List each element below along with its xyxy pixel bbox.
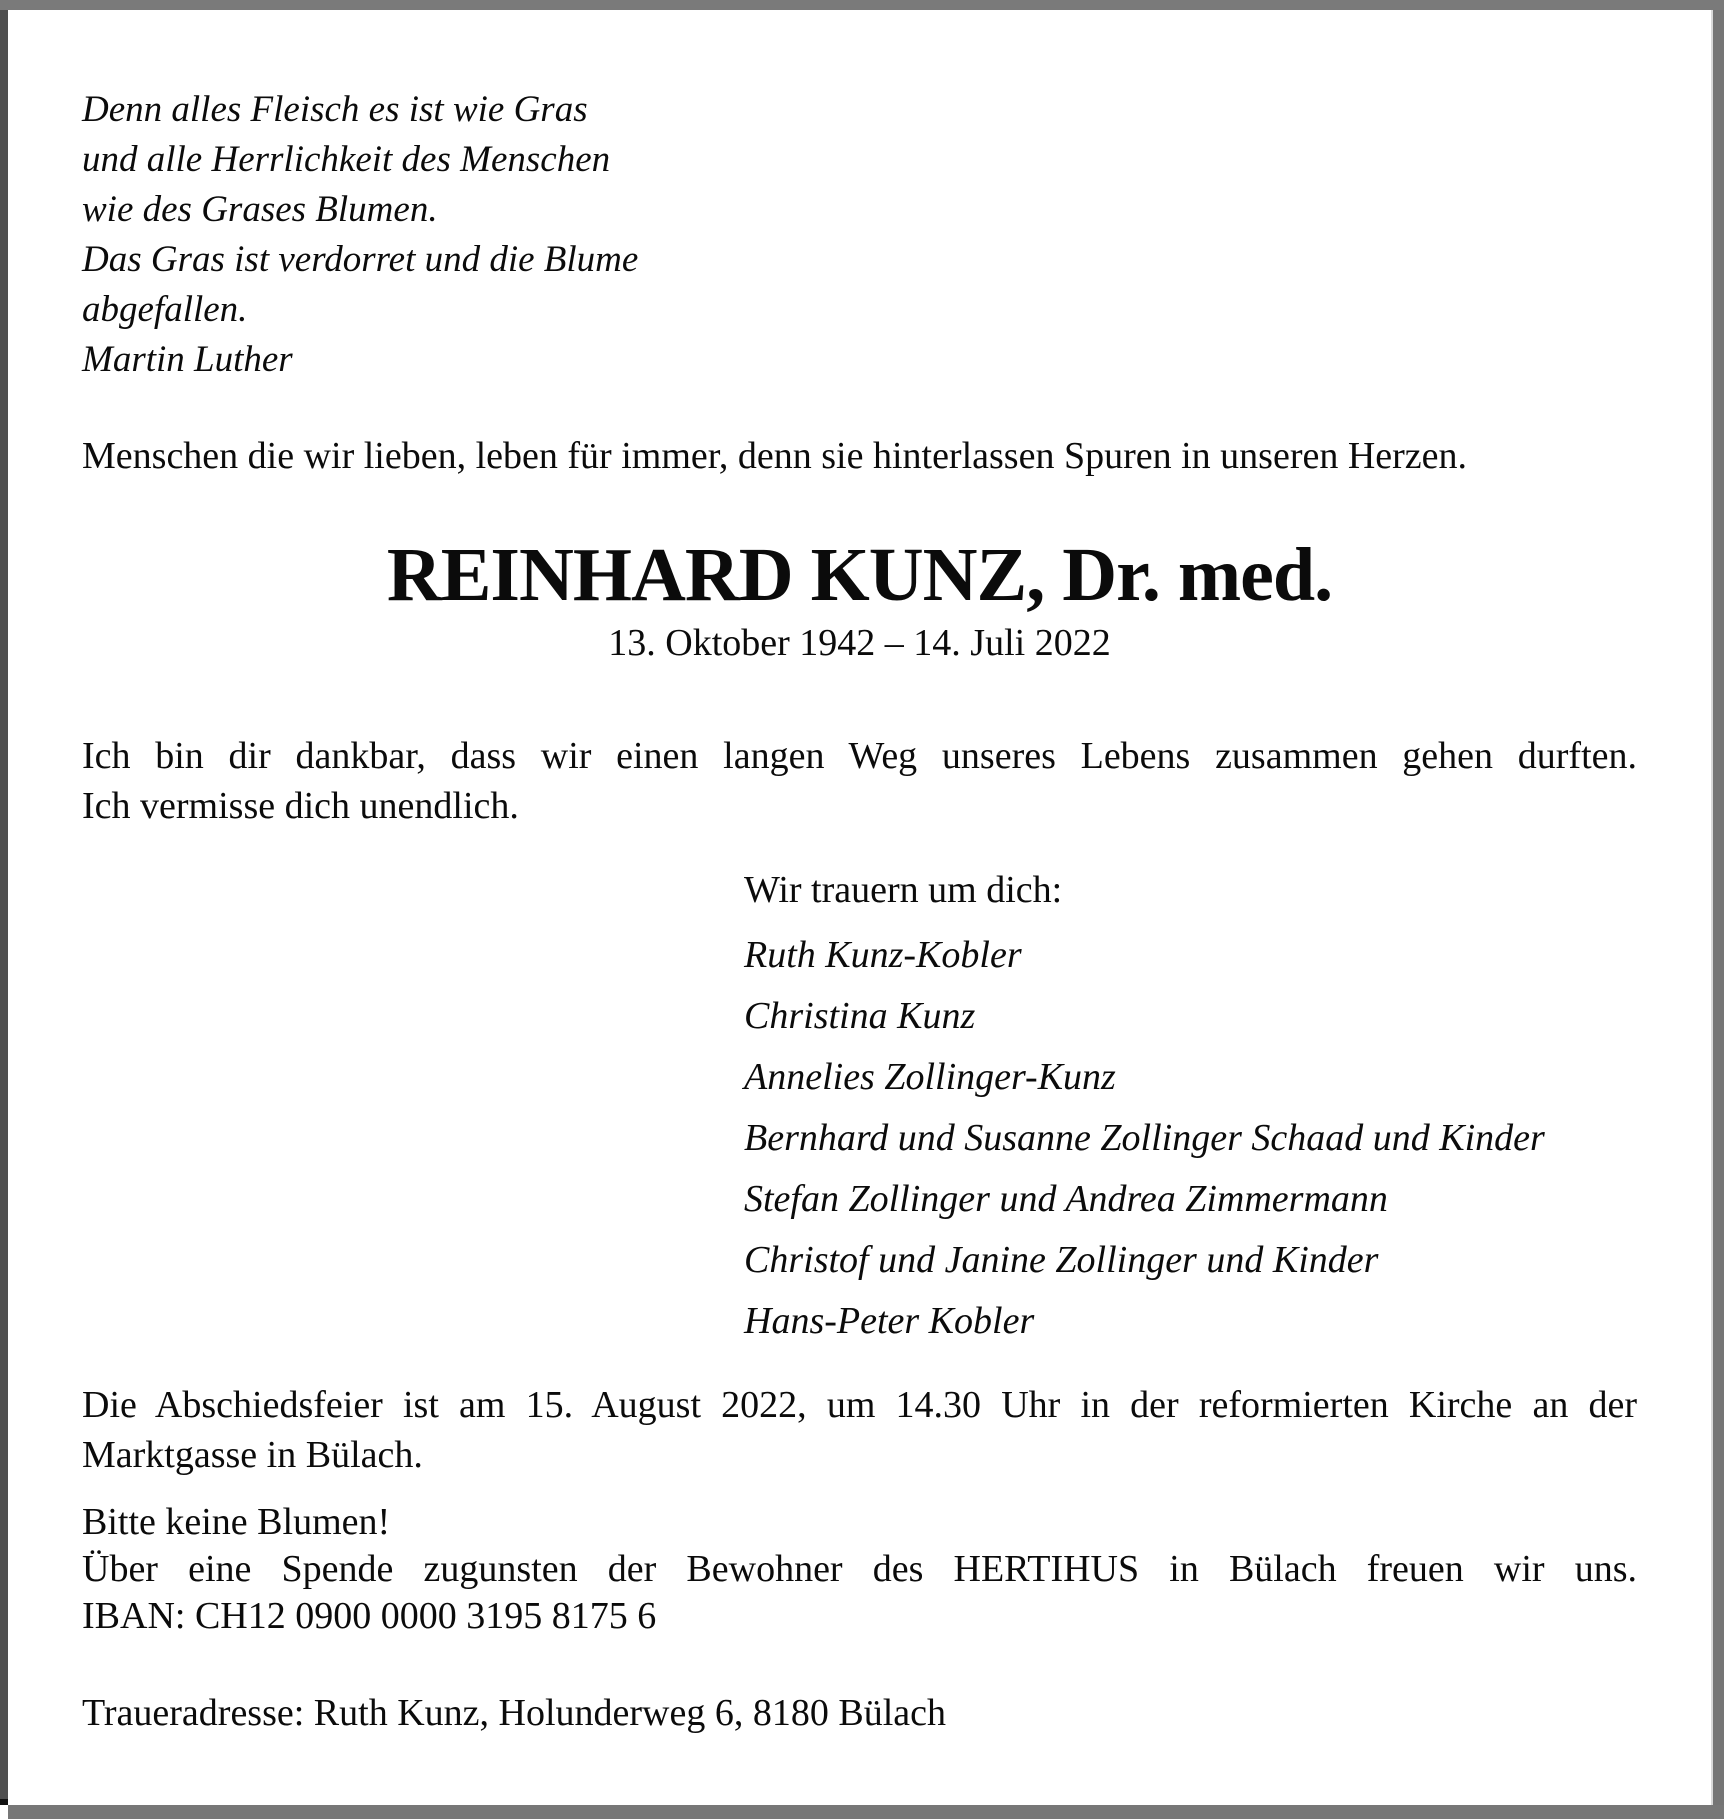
quote-line: und alle Herrlichkeit des Menschen xyxy=(82,139,611,180)
frame-left-bar-notch xyxy=(0,1799,8,1805)
intro-sentence: Menschen die wir lieben, leben für immer, denn sie hinterlassen Spuren in unseren Herzen. xyxy=(82,435,1468,477)
donation-line: Bitte keine Blumen! xyxy=(82,1501,391,1543)
service-line: Die Abschiedsfeier ist am 15. August 2022, um 14.30 Uhr in der reformierten Kirche an der xyxy=(82,1384,1637,1426)
message-line: Ich vermisse dich unendlich. xyxy=(82,785,519,827)
quote-line: abgefallen. xyxy=(82,289,248,330)
frame-top-bar xyxy=(0,0,1724,10)
donation-iban: IBAN: CH12 0900 0000 3195 8175 6 xyxy=(82,1595,657,1637)
quote-line: wie des Grases Blumen. xyxy=(82,189,438,230)
quote-attribution: Martin Luther xyxy=(82,339,293,380)
service-info xyxy=(82,1380,1637,1480)
mourner-name: Christina Kunz xyxy=(744,995,976,1037)
mourner-name: Christof und Janine Zollinger und Kinder xyxy=(744,1239,1379,1281)
mourners-list xyxy=(744,925,1637,1352)
quote-line: Denn alles Fleisch es ist wie Gras xyxy=(82,89,588,130)
mourning-heading: Wir trauern um dich: xyxy=(744,869,1063,911)
message-line: Ich bin dir dankbar, dass wir einen langen Weg unseres Lebens zusammen gehen durften. xyxy=(82,735,1637,777)
frame-right-bar xyxy=(1711,10,1724,1819)
mourning-address: Traueradresse: Ruth Kunz, Holunderweg 6, 8180 Bülach xyxy=(82,1692,946,1734)
mourner-name: Hans-Peter Kobler xyxy=(744,1300,1035,1342)
obituary-page xyxy=(8,10,1711,1805)
service-line: Marktgasse in Bülach. xyxy=(82,1434,423,1476)
scripture-quote xyxy=(82,85,1637,385)
mourner-name: Bernhard und Susanne Zollinger Schaad und Kinder xyxy=(744,1117,1545,1159)
mourner-name: Stefan Zollinger und Andrea Zimmermann xyxy=(744,1178,1388,1220)
donation-line: Über eine Spende zugunsten der Bewohner des HERTIHUS in Bülach freuen wir uns. xyxy=(82,1548,1637,1590)
deceased-name: REINHARD KUNZ, Dr. med. xyxy=(386,533,1333,617)
deceased-dates: 13. Oktober 1942 – 14. Juli 2022 xyxy=(608,622,1111,664)
donation-info xyxy=(82,1499,1637,1640)
frame-left-bar xyxy=(0,10,8,1805)
personal-message xyxy=(82,731,1637,831)
mourner-name: Annelies Zollinger-Kunz xyxy=(744,1056,1116,1098)
frame-bottom-bar xyxy=(8,1805,1724,1819)
mourner-name: Ruth Kunz-Kobler xyxy=(744,934,1022,976)
quote-line: Das Gras ist verdorret und die Blume xyxy=(82,239,639,280)
